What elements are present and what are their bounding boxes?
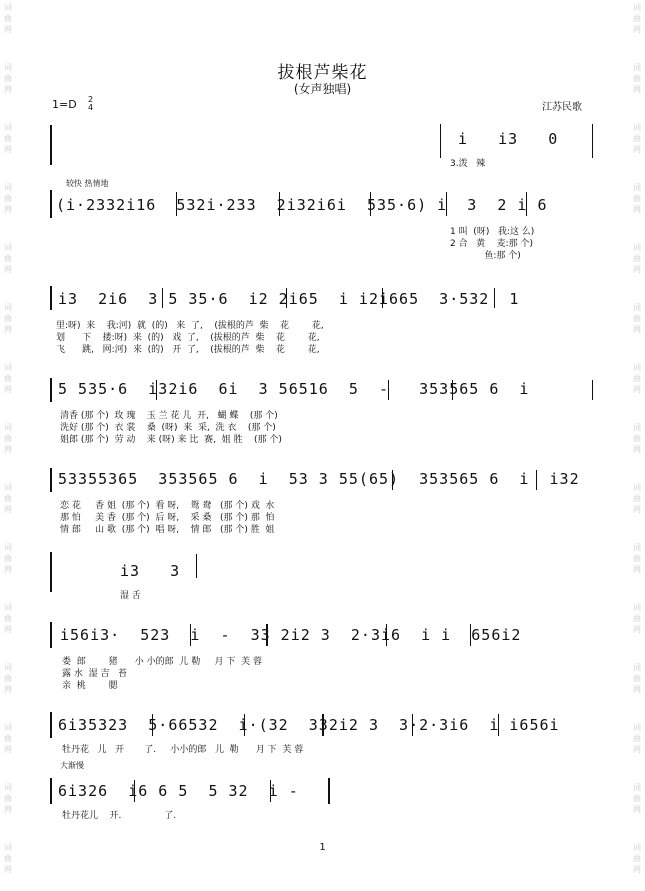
watermark-text: 词 曲 网 bbox=[633, 423, 641, 454]
system-bracket bbox=[50, 378, 52, 402]
watermark-text: 词 曲 网 bbox=[4, 723, 12, 754]
barline bbox=[440, 124, 441, 158]
watermark-text: 词 曲 网 bbox=[4, 603, 12, 634]
left-watermark-strip bbox=[0, 0, 16, 891]
watermark-text: 词 曲 网 bbox=[4, 123, 12, 154]
lyric-line: 飞 跳, 网:河) 来 (的) 开 了, (拔根的芦 柴 花 花, bbox=[56, 345, 320, 355]
time-signature-bottom: 4 bbox=[88, 103, 94, 112]
watermark-text: 词 曲 网 bbox=[633, 363, 641, 394]
watermark-text: 词 曲 网 bbox=[4, 543, 12, 574]
watermark-text: 词 曲 网 bbox=[4, 183, 12, 214]
lyric-line: 情 郎 山 歌 (那 个) 唱 呀, 情 郎 (那 个) 胜 姐 bbox=[60, 525, 275, 535]
notation-row: i3 2i6 3 5 35·6 i2 2i65 i i2i665 3·532 1 bbox=[58, 290, 520, 308]
lyric-line: 娄 郎 猪 小 小的郎 儿 勒 月 下 芙 蓉 bbox=[62, 657, 262, 667]
system-bracket bbox=[50, 778, 52, 804]
key-signature: 1=D bbox=[52, 98, 77, 111]
tempo-mark: 较快 热情地 bbox=[66, 179, 109, 188]
system-bracket bbox=[50, 468, 52, 492]
notation-row: 53355365 353565 6 i 53 3 55(65) 353565 6 i i32 bbox=[58, 470, 580, 488]
watermark-text: 词 曲 网 bbox=[633, 603, 641, 634]
watermark-text: 词 曲 网 bbox=[633, 3, 641, 34]
watermark-text: 词 曲 网 bbox=[633, 243, 641, 274]
notation-row: (i·2332i16 532i·233 2i32i6i 535·6) i 3 2 i 6 bbox=[56, 196, 548, 214]
watermark-text: 词 曲 网 bbox=[633, 63, 641, 94]
right-watermark-strip bbox=[629, 0, 645, 891]
watermark-text: 词 曲 网 bbox=[633, 543, 641, 574]
system-bracket bbox=[50, 286, 52, 310]
lyric-line: 姐郎 (那 个) 劳 动 来 (呀) 来 比 赛, 姐 胜 (那 个) bbox=[60, 435, 282, 445]
watermark-text: 词 曲 网 bbox=[633, 123, 641, 154]
tempo-mark-ritardando: 大渐慢 bbox=[60, 761, 84, 770]
watermark-text: 词 曲 网 bbox=[633, 843, 641, 874]
lyric-line: 那 怕 美 香 (那 个) 后 呀, 采 桑 (那 个) 那 怕 bbox=[60, 513, 275, 523]
system-bracket bbox=[50, 552, 52, 592]
system-bracket bbox=[50, 125, 52, 165]
lyric-line: 清香 (那 个) 玫 瑰 玉 兰 花 儿 开, 蝴 蝶 (那 个) bbox=[60, 411, 278, 421]
system-bracket bbox=[50, 190, 52, 218]
watermark-text: 词 曲 网 bbox=[633, 723, 641, 754]
lyric-line: 湿 舌 bbox=[120, 591, 141, 601]
watermark-text: 词 曲 网 bbox=[633, 663, 641, 694]
page-number: 1 bbox=[319, 842, 326, 853]
system-bracket bbox=[50, 712, 52, 738]
notation-row: 5 535·6 i32i6 6i 3 56516 5 - 353565 6 i bbox=[58, 380, 530, 398]
notation-row: i3 3 bbox=[120, 562, 181, 580]
watermark-text: 词 曲 网 bbox=[4, 783, 12, 814]
notation-row: i56i3· 523 i - 33 2i2 3 2·3i6 i i 656i2 bbox=[60, 626, 522, 644]
lyric-line: 划 下 搂:呀) 来 (的) 戏 了, (拔根的芦 柴 花 花, bbox=[56, 333, 320, 343]
watermark-text: 词 曲 网 bbox=[633, 483, 641, 514]
lyric-line: 2 合 黄 麦:那 个) bbox=[450, 239, 534, 249]
watermark-text: 词 曲 网 bbox=[633, 183, 641, 214]
lyric-line: 洗好 (那 个) 衣 裳 桑 (呀) 来 采, 洗 衣 (那 个) bbox=[60, 423, 276, 433]
watermark-text: 词 曲 网 bbox=[4, 243, 12, 274]
lyric-line: 牡丹花 儿 开 了. 小小的郎 儿 勒 月 下 芙 蓉 bbox=[62, 745, 304, 755]
barline bbox=[592, 380, 593, 400]
song-source: 江苏民歌 bbox=[542, 102, 582, 113]
song-subtitle: (女声独唱) bbox=[293, 82, 352, 96]
lyric-line: 牡丹花儿 开. 了. bbox=[62, 811, 177, 821]
watermark-text: 词 曲 网 bbox=[4, 483, 12, 514]
final-barline bbox=[328, 778, 330, 804]
lyric-line: 恋 花 香 姐 (那 个) 看 呀, 鸳 鸯 (那 个) 戏 水 bbox=[60, 501, 275, 511]
time-signature-top: 2 bbox=[88, 95, 94, 104]
lyric-line: 鱼:那 个) bbox=[450, 251, 521, 261]
watermark-text: 词 曲 网 bbox=[633, 783, 641, 814]
watermark-text: 词 曲 网 bbox=[633, 303, 641, 334]
watermark-text: 词 曲 网 bbox=[4, 663, 12, 694]
watermark-text: 词 曲 网 bbox=[4, 3, 12, 34]
song-title: 拔根芦柴花 bbox=[277, 63, 368, 83]
system-bracket bbox=[50, 622, 52, 648]
barline bbox=[196, 554, 197, 578]
lyric-line: 3.泼 辣 bbox=[450, 159, 486, 169]
watermark-text: 词 曲 网 bbox=[4, 303, 12, 334]
notation-row: i i3 0 bbox=[458, 130, 559, 148]
lyric-line: 亲 桃 腮 bbox=[62, 681, 118, 691]
watermark-text: 词 曲 网 bbox=[4, 363, 12, 394]
lyric-line: 里:呀) 来 我:河) 就 (的) 来 了, (拔根的芦 柴 花 花, bbox=[56, 321, 324, 331]
watermark-text: 词 曲 网 bbox=[4, 843, 12, 874]
lyric-line: 1 叫 (呀) 我:这 么) bbox=[450, 227, 535, 237]
barline bbox=[592, 124, 593, 158]
time-signature bbox=[88, 96, 93, 112]
notation-row: 6i35323 5·66532 i·(32 332i2 3 3·2·3i6 i i656i bbox=[58, 716, 560, 734]
watermark-text: 词 曲 网 bbox=[4, 423, 12, 454]
lyric-line: 露 水 湿 吉 苔 bbox=[62, 669, 128, 679]
watermark-text: 词 曲 网 bbox=[4, 63, 12, 94]
notation-row: 6i326 i6 6 5 5 32 i - bbox=[58, 782, 299, 800]
